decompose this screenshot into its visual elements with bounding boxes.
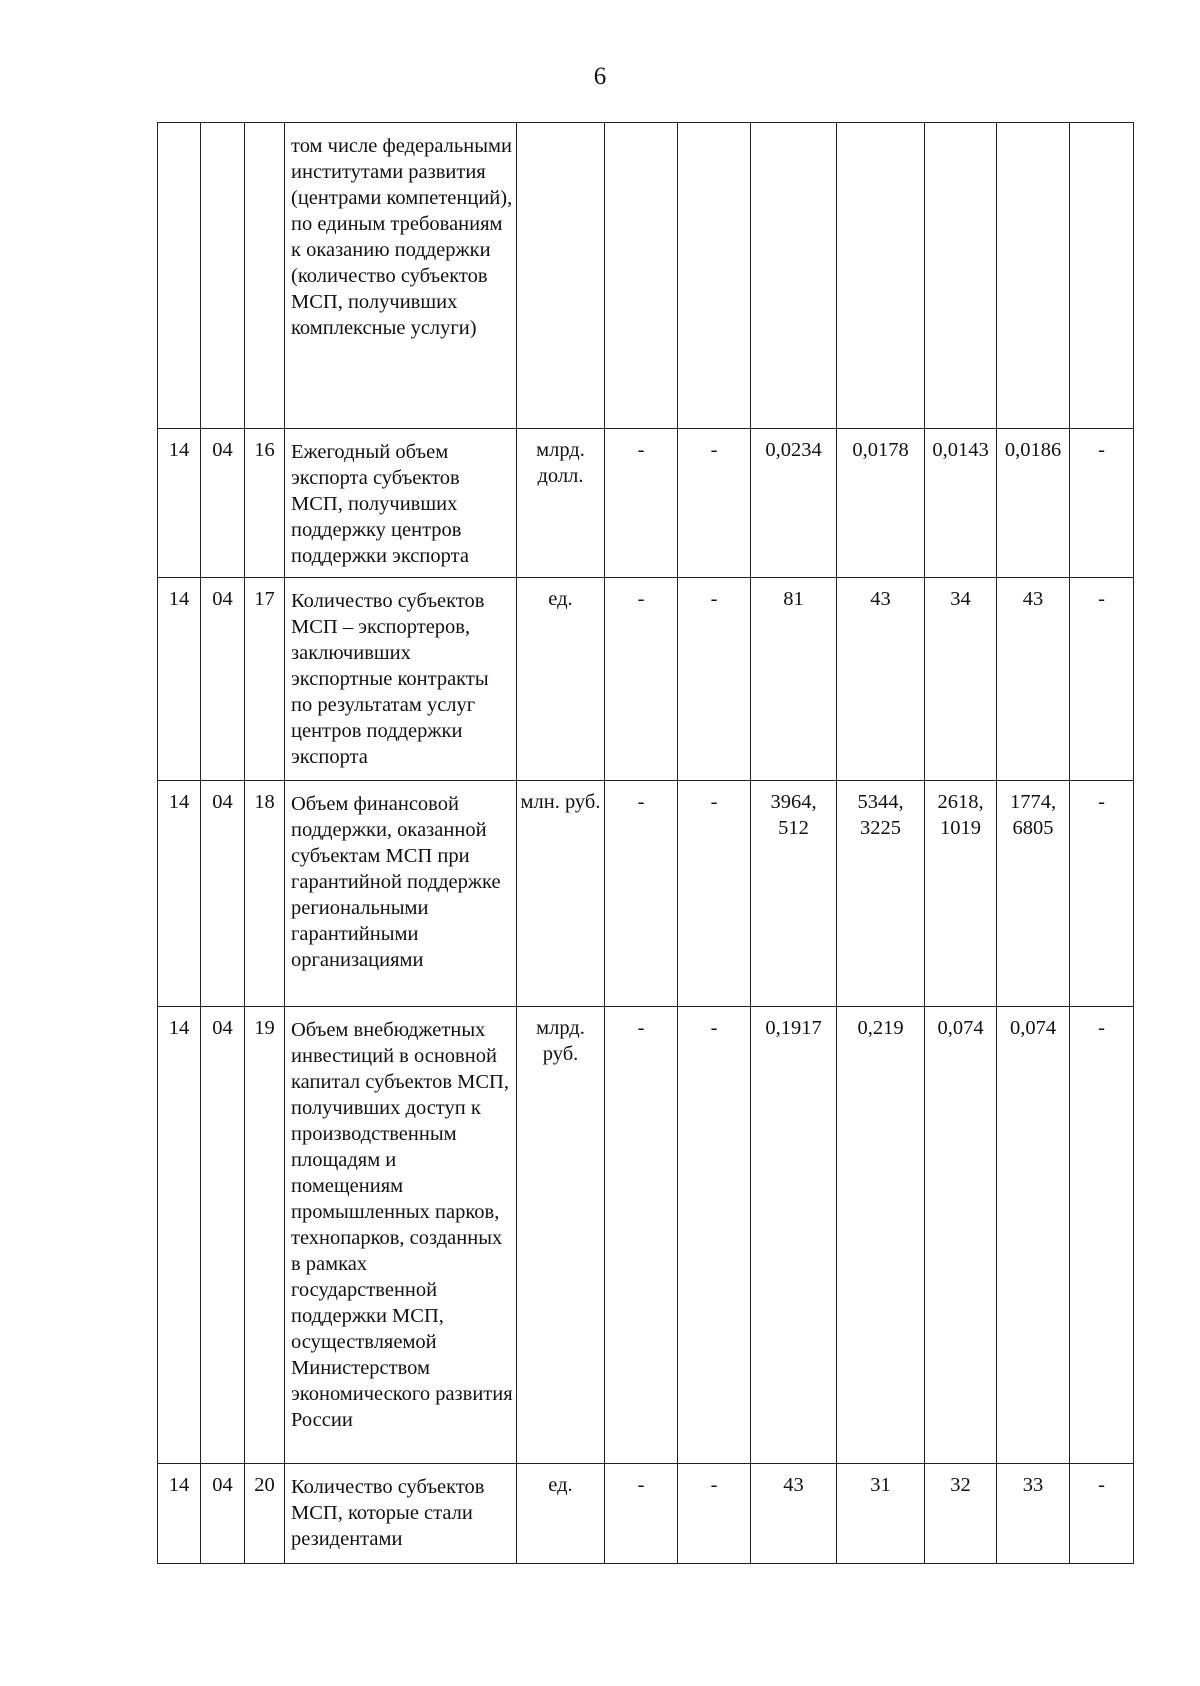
- value-cell: -: [1070, 429, 1134, 578]
- code-item: 20: [245, 1464, 285, 1564]
- value-cell: -: [678, 1007, 751, 1464]
- code-subsection: 04: [201, 781, 245, 1007]
- value-cell: 2618, 1019: [925, 781, 997, 1007]
- value-cell: -: [678, 1464, 751, 1564]
- value-cell: [925, 123, 997, 429]
- code-section: 14: [158, 429, 201, 578]
- value-cell: 1774, 6805: [997, 781, 1070, 1007]
- value-cell: 43: [837, 578, 925, 781]
- value-cell: -: [1070, 781, 1134, 1007]
- value-cell: -: [678, 781, 751, 1007]
- code-section: 14: [158, 1007, 201, 1464]
- code-subsection: 04: [201, 1464, 245, 1564]
- code-subsection: [201, 123, 245, 429]
- code-subsection: 04: [201, 429, 245, 578]
- value-cell: -: [1070, 1464, 1134, 1564]
- indicator-description: Ежегодный объем экспорта субъектов МСП, получивших поддержку центров поддержки экспорта: [285, 429, 517, 578]
- value-cell: 34: [925, 578, 997, 781]
- value-cell: 43: [751, 1464, 837, 1564]
- value-cell: -: [678, 429, 751, 578]
- unit-cell: млрд. долл.: [517, 429, 605, 578]
- indicator-description: Объем финансовой поддержки, оказанной субъектам МСП при гарантийной поддержке региональными гарантийными организациями: [285, 781, 517, 1007]
- unit-cell: млрд. руб.: [517, 1007, 605, 1464]
- value-cell: [997, 123, 1070, 429]
- code-item: 16: [245, 429, 285, 578]
- code-item: 17: [245, 578, 285, 781]
- indicator-description: Объем внебюджетных инвестиций в основной капитал субъектов МСП, получивших доступ к производственным площадям и помещениям промышленных парков, технопарков, созданных в рамках государственной поддержки МСП, осуществляемой Министерством экономического развития России: [285, 1007, 517, 1464]
- indicator-description: Количество субъектов МСП – экспортеров, заключивших экспортные контракты по результатам услуг центров поддержки экспорта: [285, 578, 517, 781]
- code-item: 19: [245, 1007, 285, 1464]
- table-row: [158, 781, 1134, 1007]
- code-subsection: 04: [201, 578, 245, 781]
- code-section: 14: [158, 1464, 201, 1564]
- indicators-table: [157, 122, 1134, 1564]
- value-cell: 3964, 512: [751, 781, 837, 1007]
- unit-cell: млн. руб.: [517, 781, 605, 1007]
- value-cell: [837, 123, 925, 429]
- code-item: 18: [245, 781, 285, 1007]
- value-cell: 31: [837, 1464, 925, 1564]
- value-cell: -: [1070, 1007, 1134, 1464]
- code-section: 14: [158, 578, 201, 781]
- value-cell: 81: [751, 578, 837, 781]
- value-cell: -: [605, 429, 678, 578]
- value-cell: 0,0234: [751, 429, 837, 578]
- table-row: [158, 1007, 1134, 1464]
- value-cell: 0,074: [925, 1007, 997, 1464]
- table-row: [158, 1464, 1134, 1564]
- value-cell: -: [1070, 578, 1134, 781]
- value-cell: 0,0186: [997, 429, 1070, 578]
- code-item: [245, 123, 285, 429]
- value-cell: 0,219: [837, 1007, 925, 1464]
- value-cell: 5344, 3225: [837, 781, 925, 1007]
- value-cell: -: [605, 1007, 678, 1464]
- table-row: [158, 429, 1134, 578]
- value-cell: -: [678, 578, 751, 781]
- value-cell: [1070, 123, 1134, 429]
- value-cell: 32: [925, 1464, 997, 1564]
- indicator-description: Количество субъектов МСП, которые стали резидентами: [285, 1464, 517, 1564]
- table-row: [158, 123, 1134, 429]
- value-cell: 43: [997, 578, 1070, 781]
- value-cell: [678, 123, 751, 429]
- page-number: 6: [593, 63, 607, 90]
- value-cell: 0,0143: [925, 429, 997, 578]
- unit-cell: ед.: [517, 1464, 605, 1564]
- table-row: [158, 578, 1134, 781]
- value-cell: 0,1917: [751, 1007, 837, 1464]
- indicator-description: том числе федеральными институтами развития (центрами компетенций), по единым требованиям к оказанию поддержки (количество субъектов МСП, получивших комплексные услуги): [285, 123, 517, 429]
- value-cell: -: [605, 578, 678, 781]
- value-cell: -: [605, 1464, 678, 1564]
- unit-cell: [517, 123, 605, 429]
- code-section: [158, 123, 201, 429]
- code-subsection: 04: [201, 1007, 245, 1464]
- value-cell: -: [605, 781, 678, 1007]
- value-cell: [751, 123, 837, 429]
- code-section: 14: [158, 781, 201, 1007]
- value-cell: 0,0178: [837, 429, 925, 578]
- unit-cell: ед.: [517, 578, 605, 781]
- value-cell: 0,074: [997, 1007, 1070, 1464]
- value-cell: 33: [997, 1464, 1070, 1564]
- value-cell: [605, 123, 678, 429]
